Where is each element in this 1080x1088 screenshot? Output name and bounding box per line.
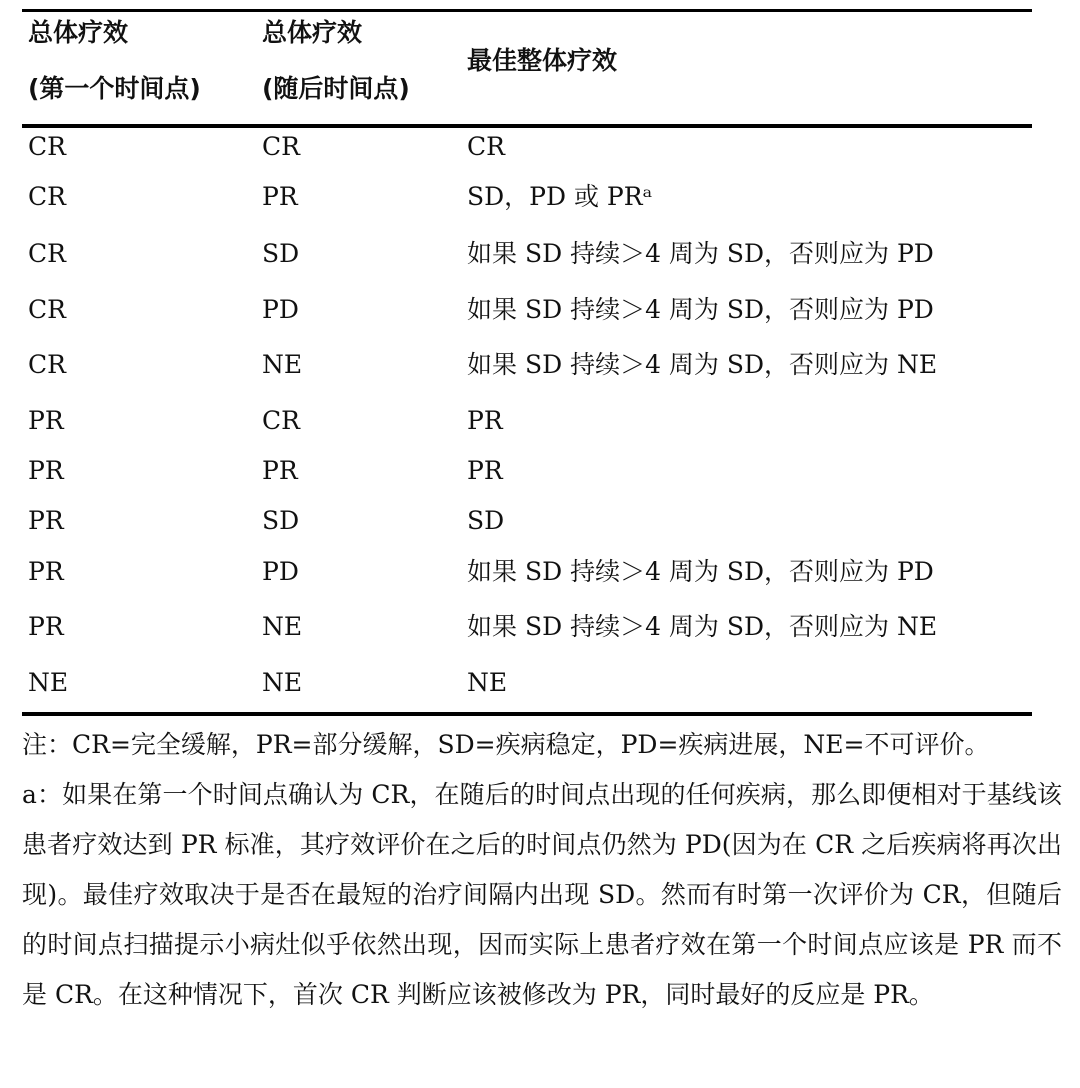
header-col1-line2: (第一个时间点) bbox=[28, 74, 201, 103]
cell-subsequent-timepoint: NE bbox=[262, 350, 303, 379]
cell-best-response: 如果 SD 持续＞4 周为 SD，否则应为 NE bbox=[467, 350, 938, 379]
cell-subsequent-timepoint: PD bbox=[262, 557, 299, 586]
cell-first-timepoint: CR bbox=[28, 239, 66, 268]
table-row bbox=[0, 451, 1080, 491]
cell-subsequent-timepoint: NE bbox=[262, 612, 303, 641]
cell-subsequent-timepoint: SD bbox=[262, 239, 300, 268]
cell-first-timepoint: CR bbox=[28, 182, 66, 211]
header-col2-line1: 总体疗效 bbox=[262, 18, 363, 47]
table-row bbox=[0, 663, 1080, 703]
cell-subsequent-timepoint: SD bbox=[262, 506, 300, 535]
cell-subsequent-timepoint: CR bbox=[262, 132, 300, 161]
cell-best-response: CR bbox=[467, 132, 505, 161]
cell-first-timepoint: CR bbox=[28, 350, 66, 379]
header-col1-line1: 总体疗效 bbox=[28, 18, 129, 47]
table-row bbox=[0, 607, 1080, 647]
cell-best-response: 如果 SD 持续＞4 周为 SD，否则应为 PD bbox=[467, 557, 934, 586]
cell-first-timepoint: PR bbox=[28, 557, 64, 586]
header-col2-line2: (随后时间点) bbox=[262, 74, 410, 103]
abbreviation-note: 注：CR=完全缓解，PR=部分缓解，SD=疾病稳定，PD=疾病进展，NE=不可评价。 bbox=[22, 730, 990, 759]
cell-subsequent-timepoint: PR bbox=[262, 182, 298, 211]
cell-best-response: SD bbox=[467, 506, 505, 535]
cell-first-timepoint: PR bbox=[28, 612, 64, 641]
table-row bbox=[0, 552, 1080, 592]
cell-subsequent-timepoint: NE bbox=[262, 668, 303, 697]
table-row bbox=[0, 501, 1080, 541]
cell-best-response: 如果 SD 持续＞4 周为 SD，否则应为 NE bbox=[467, 612, 938, 641]
cell-subsequent-timepoint: PD bbox=[262, 295, 299, 324]
cell-best-response: PR bbox=[467, 406, 503, 435]
cell-first-timepoint: CR bbox=[28, 295, 66, 324]
table-top-rule bbox=[22, 9, 1032, 12]
cell-best-response: SD，PD 或 PRᵃ bbox=[467, 182, 653, 211]
table-row bbox=[0, 401, 1080, 441]
table-notes bbox=[22, 720, 1062, 1020]
cell-best-response: 如果 SD 持续＞4 周为 SD，否则应为 PD bbox=[467, 295, 934, 324]
table-bottom-rule bbox=[22, 712, 1032, 716]
header-col3: 最佳整体疗效 bbox=[467, 46, 618, 75]
cell-first-timepoint: CR bbox=[28, 132, 66, 161]
cell-first-timepoint: NE bbox=[28, 668, 69, 697]
table-row bbox=[0, 127, 1080, 167]
cell-best-response: 如果 SD 持续＞4 周为 SD，否则应为 PD bbox=[467, 239, 934, 268]
table-row bbox=[0, 290, 1080, 330]
cell-subsequent-timepoint: CR bbox=[262, 406, 300, 435]
cell-first-timepoint: PR bbox=[28, 506, 64, 535]
cell-subsequent-timepoint: PR bbox=[262, 456, 298, 485]
table-row bbox=[0, 177, 1080, 217]
cell-first-timepoint: PR bbox=[28, 456, 64, 485]
table-row bbox=[0, 345, 1080, 385]
cell-best-response: NE bbox=[467, 668, 508, 697]
cell-best-response: PR bbox=[467, 456, 503, 485]
table-row bbox=[0, 234, 1080, 274]
cell-first-timepoint: PR bbox=[28, 406, 64, 435]
footnote-a: a：如果在第一个时间点确认为 CR，在随后的时间点出现的任何疾病，那么即便相对于基线该患者疗效达到 PR 标准，其疗效评价在之后的时间点仍然为 PD(因为在 CR 之后疾病将再次出现)。最佳疗效取决于是否在最短的治疗间隔内出现 SD。然而有时第一次评价为 CR，但随后的时间点扫描提示小病灶似乎依然出现，因而实际上患者疗效在第一个时间点应该是 PR 而不是 CR。在这种情况下，首次 CR 判断应该被修改为 PR，同时最好的反应是 PR。 bbox=[22, 780, 1062, 1009]
